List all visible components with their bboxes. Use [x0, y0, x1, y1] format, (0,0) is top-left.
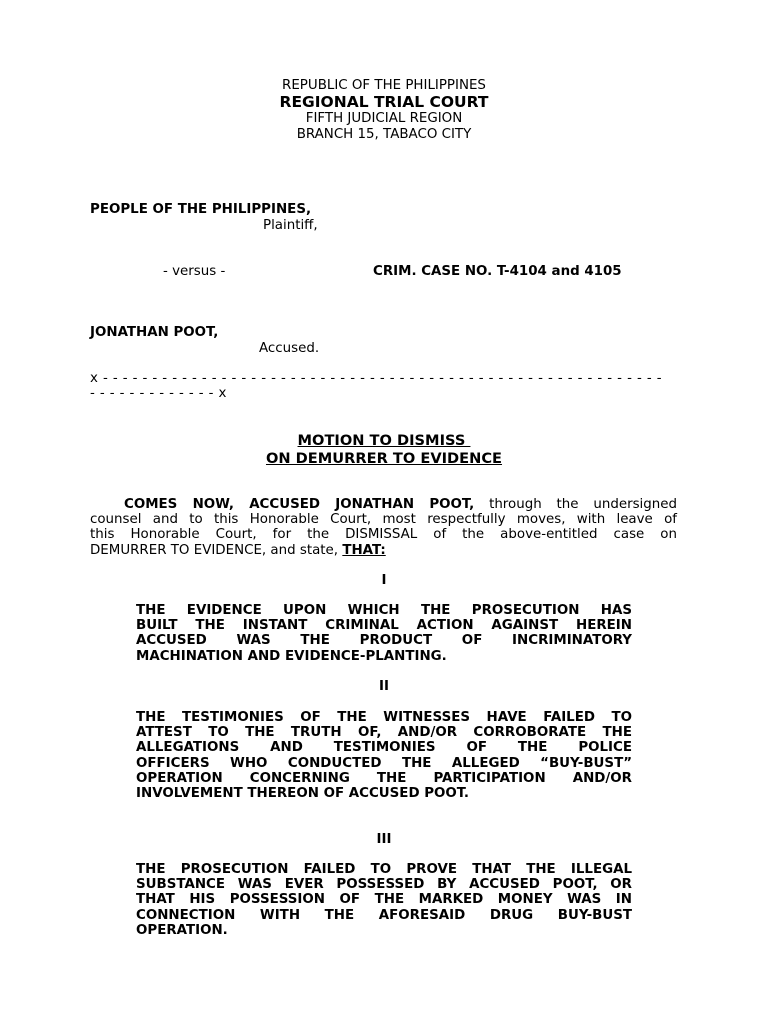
versus-label: - versus -: [163, 264, 226, 279]
ground-3-line: THE PROSECUTION FAILED TO PROVE THAT THE ILLEGAL: [136, 862, 632, 877]
plaintiff-name: PEOPLE OF THE PHILIPPINES,: [90, 202, 312, 217]
ground-2-text: [136, 710, 632, 801]
intro-line-3: this Honorable Court, for the DISMISSAL of the above-entitled case on: [90, 527, 677, 543]
ground-numeral-2: II: [379, 679, 389, 694]
intro-line-2: counsel and to this Honorable Court, most respectfully moves, with leave of: [90, 512, 677, 528]
ground-1-line: THE EVIDENCE UPON WHICH THE PROSECUTION HAS: [136, 603, 632, 618]
ground-1-line: MACHINATION AND EVIDENCE-PLANTING.: [136, 648, 447, 664]
intro-that: THAT:: [342, 542, 386, 558]
ground-3-text: [136, 862, 632, 938]
ground-numeral-1: I: [381, 573, 387, 588]
ground-1-line: BUILT THE INSTANT CRIMINAL ACTION AGAINST HEREIN: [136, 618, 632, 634]
plaintiff-role: Plaintiff,: [263, 218, 318, 233]
caption-separator-line-2: - - - - - - - - - - - - - x: [90, 386, 227, 401]
header-branch: BRANCH 15, TABACO CITY: [296, 127, 472, 142]
ground-2-line: ALLEGATIONS AND TESTIMONIES OF THE POLICE: [136, 740, 632, 756]
ground-3-line: SUBSTANCE WAS EVER POSSESSED BY ACCUSED POOT, OR: [136, 877, 632, 893]
intro-line-4: [90, 543, 677, 558]
intro-line-1-rest: through the undersigned: [474, 497, 678, 512]
ground-3-line: OPERATION.: [136, 922, 228, 938]
ground-1-line: ACCUSED WAS THE PRODUCT OF INCRIMINATORY: [136, 633, 632, 649]
header-region: FIFTH JUDICIAL REGION: [305, 111, 463, 126]
caption-separator-line-1: x - - - - - - - - - - - - - - - - - - - - - - - - - - - - - - - - - - - - - - - - - - - - - - - - - - - - - - - - -: [90, 371, 662, 386]
header-republic: REPUBLIC OF THE PHILIPPINES: [282, 78, 486, 93]
motion-title-line-1: MOTION TO DISMISS: [297, 432, 471, 449]
ground-2-line: INVOLVEMENT THEREON OF ACCUSED POOT.: [136, 786, 469, 802]
accused-role: Accused.: [259, 341, 320, 356]
header-court: REGIONAL TRIAL COURT: [279, 93, 489, 111]
ground-2-line: THE TESTIMONIES OF THE WITNESSES HAVE FAILED TO: [136, 710, 632, 725]
accused-name: JONATHAN POOT,: [90, 325, 219, 340]
ground-2-line: ATTEST TO THE TRUTH OF, AND/OR CORROBORATE THE: [136, 725, 632, 741]
intro-line-1: [90, 497, 677, 512]
ground-numeral-3: III: [376, 832, 392, 847]
motion-title-line-2: ON DEMURRER TO EVIDENCE: [265, 450, 503, 467]
intro-paragraph: [90, 497, 677, 558]
ground-2-line: OPERATION CONCERNING THE PARTICIPATION AND/OR: [136, 770, 632, 786]
intro-line-4-lead: DEMURRER TO EVIDENCE, and state,: [90, 542, 343, 558]
case-number: CRIM. CASE NO. T-4104 and 4105: [373, 264, 622, 279]
ground-3-line: THAT HIS POSSESSION OF THE MARKED MONEY WAS IN: [136, 892, 632, 908]
ground-1-text: [136, 603, 632, 664]
intro-bold-lead: COMES NOW, ACCUSED JONATHAN POOT,: [124, 497, 475, 512]
ground-2-line: OFFICERS WHO CONDUCTED THE ALLEGED “BUY-BUST”: [136, 755, 632, 771]
ground-3-line: CONNECTION WITH THE AFORESAID DRUG BUY-BUST: [136, 907, 632, 923]
